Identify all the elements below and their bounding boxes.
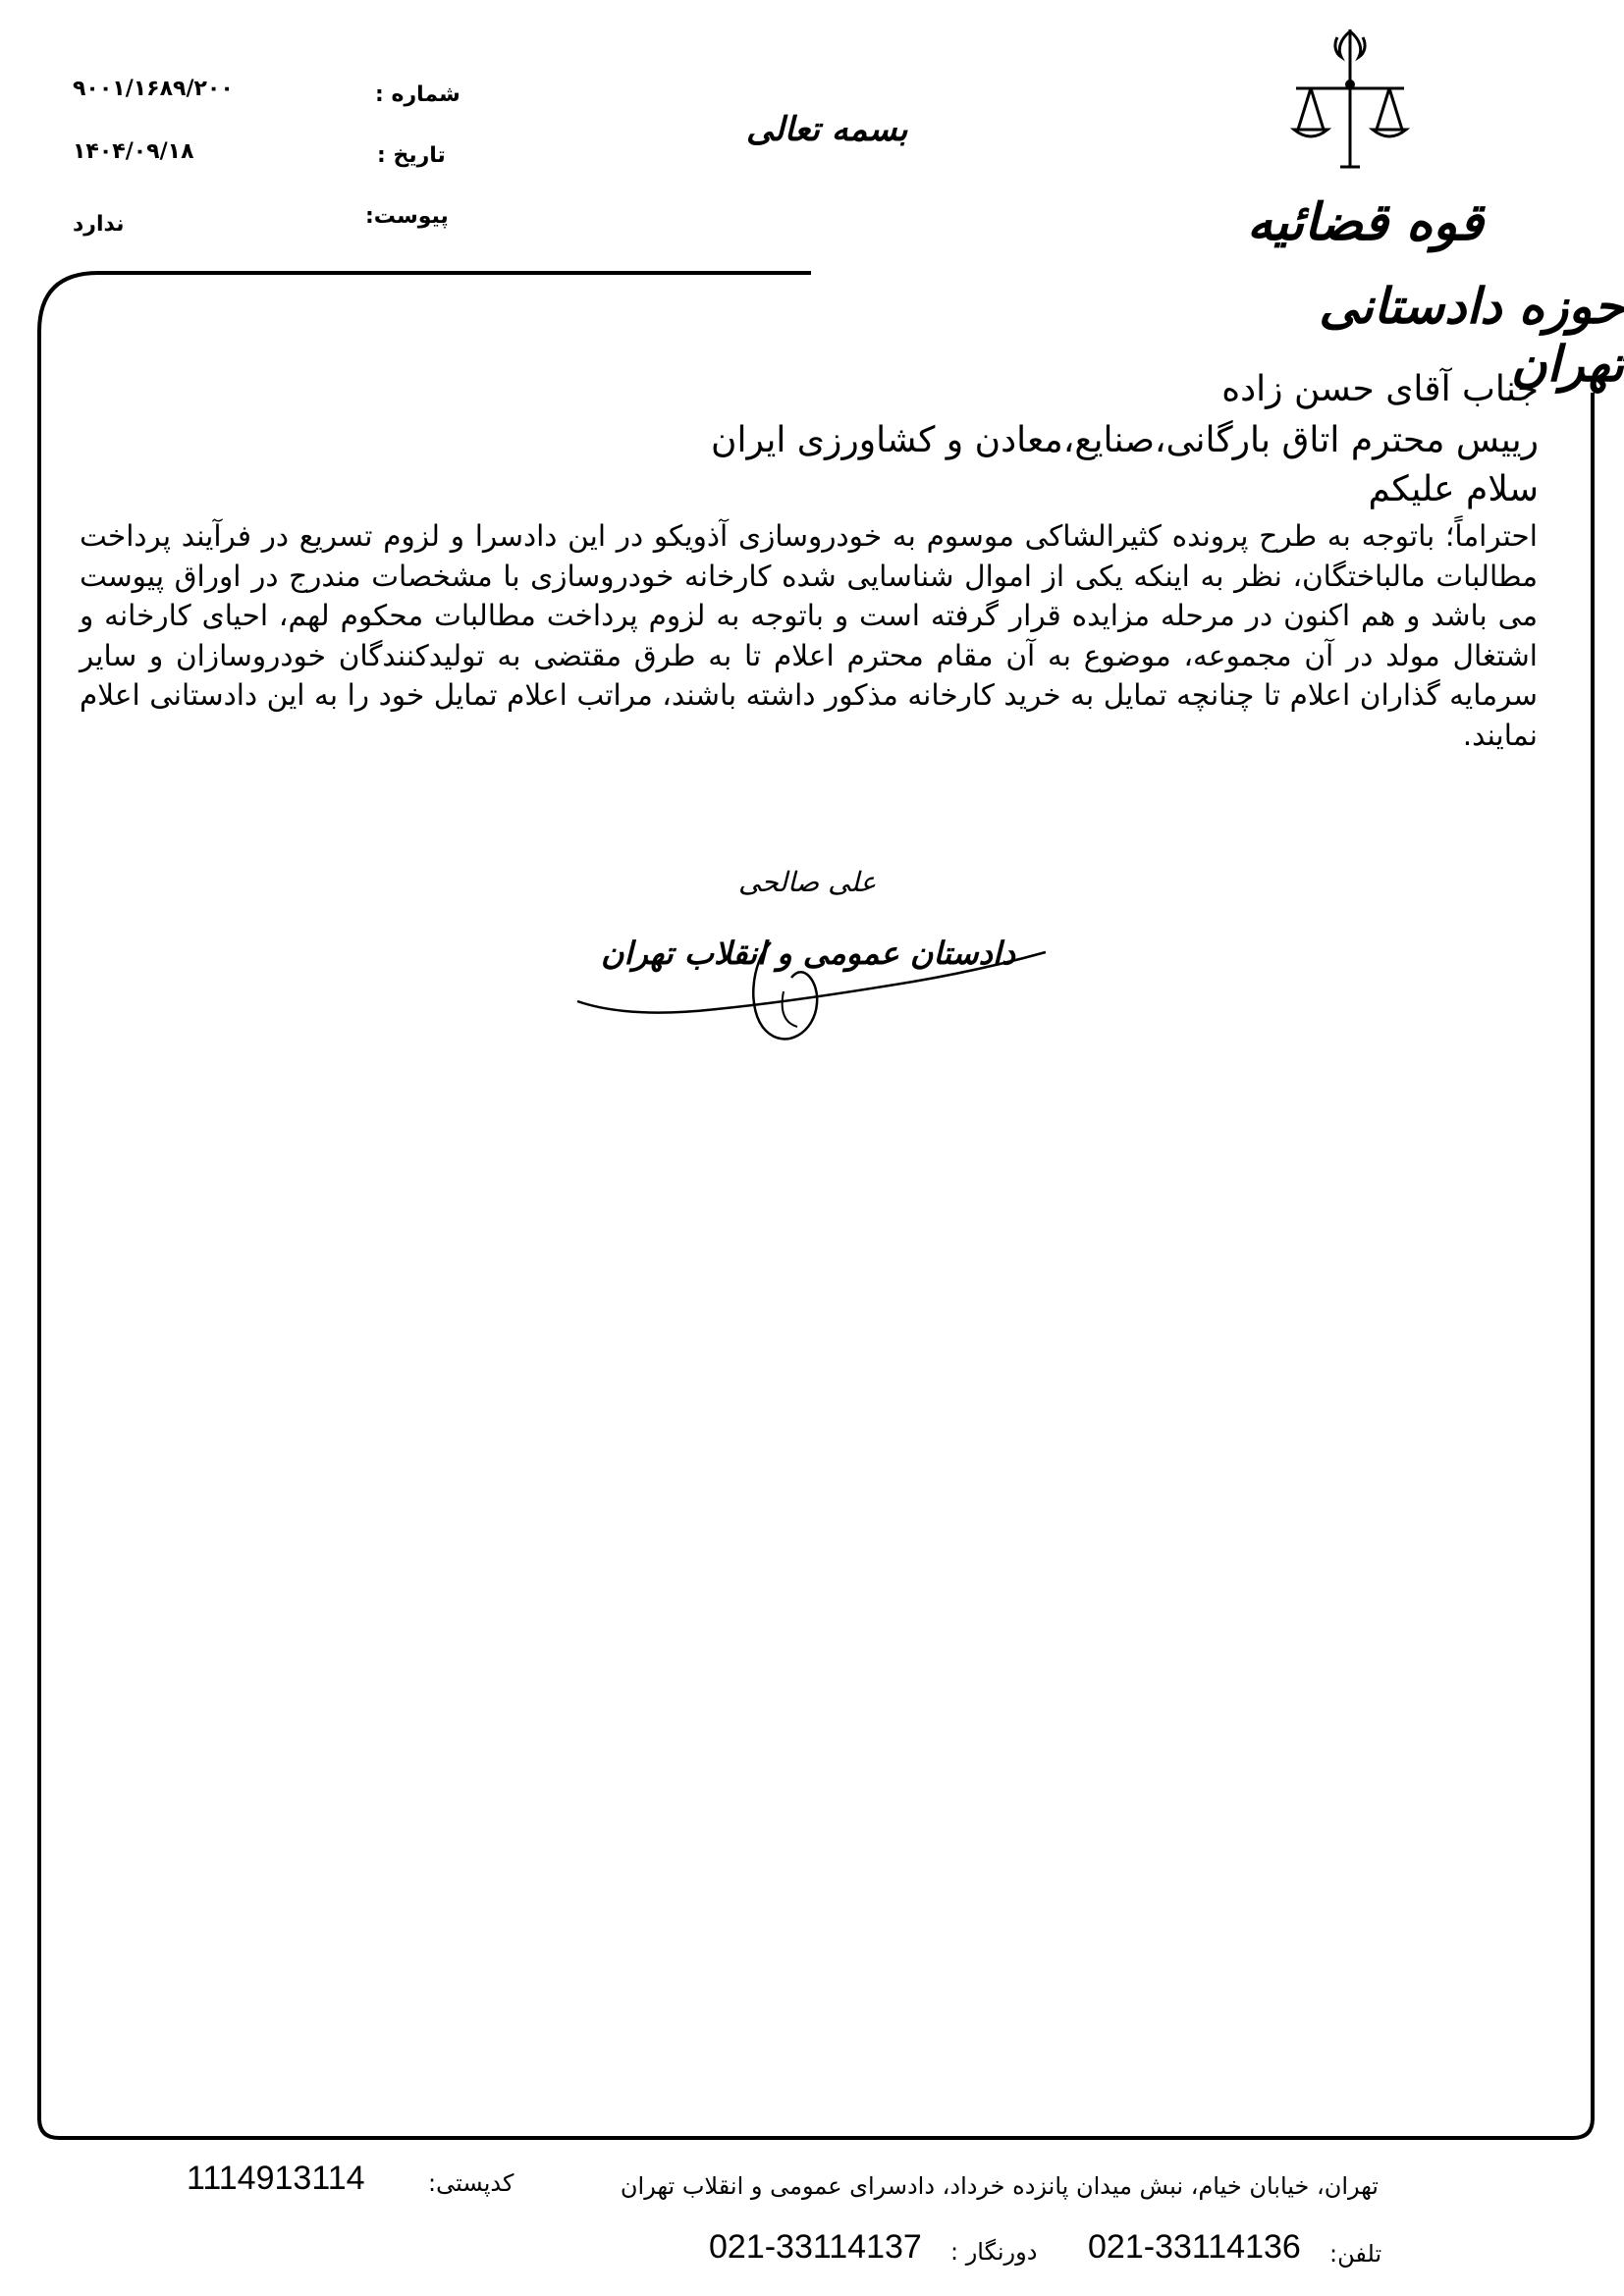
number-label: شماره : (375, 82, 460, 107)
date-label: تاریخ : (377, 143, 446, 168)
addressee-title: رییس محترم اتاق بارگانی،صنایع،معادن و کشاورزی ایران (711, 420, 1539, 460)
attachment-label: پیوست: (365, 204, 449, 229)
phone-number: 021-33114136 (1088, 2228, 1301, 2266)
signature-scribble-icon (569, 923, 1060, 1060)
addressee: جناب آقای حسن زاده (1221, 369, 1539, 409)
org-name: قوه قضائیه (1247, 192, 1484, 252)
fax-number: 021-33114137 (709, 2228, 922, 2266)
invocation: بسمه تعالی (746, 110, 908, 149)
fax-label: دورنگار : (950, 2238, 1038, 2266)
postal-code: 1114913114 (187, 2160, 365, 2197)
date-value: ۱۴۰۴/۰۹/۱۸ (73, 139, 194, 164)
greeting: سلام علیکم (1368, 469, 1539, 509)
org-unit: حوزه دادستانی تهران (1319, 277, 1624, 393)
signer-title: دادستان عمومی و انقلاب تهران (601, 934, 1015, 972)
phone-label: تلفن: (1329, 2240, 1382, 2268)
number-value: ۹۰۰۱/۱۶۸۹/۲۰۰ (73, 77, 234, 101)
postal-label: کدپستی: (428, 2169, 514, 2197)
letter-body: احتراماً؛ باتوجه به طرح پرونده کثیرالشاکی موسوم به خودروسازی آذویکو در این دادسرا و لزوم تسریع در فرآیند پرداخت مطالبات مالباختگان، نظر به اینکه یکی از اموال شناسایی شده کارخانه خودروسازی با مشخصات مندرج در اوراق پیوست می باشد و هم اکنون در مرحله مزایده قرار گرفته است و باتوجه به لزوم پرداخت مطالبات محکوم لهم، احیای کارخانه و اشتغال مولد در آن مجموعه، موضوع به آن مقام محترم اعلام تا به طرق مقتضی به تولیدکنندگان خودروسازان و سایر سرمایه گذاران اعلام تا چنانچه تمایل به خرید کارخانه مذکور داشته باشند، مراتب اعلام تمایل خود را به این دادستانی اعلام نمایند. (80, 519, 1538, 752)
judiciary-emblem-icon (1286, 20, 1414, 177)
signer-name: علی صالحی (738, 866, 877, 898)
footer-address: تهران، خیابان خیام، نبش میدان پانزده خرداد، دادسرای عمومی و انقلاب تهران (620, 2172, 1379, 2200)
attachment-value: ندارد (73, 212, 125, 237)
